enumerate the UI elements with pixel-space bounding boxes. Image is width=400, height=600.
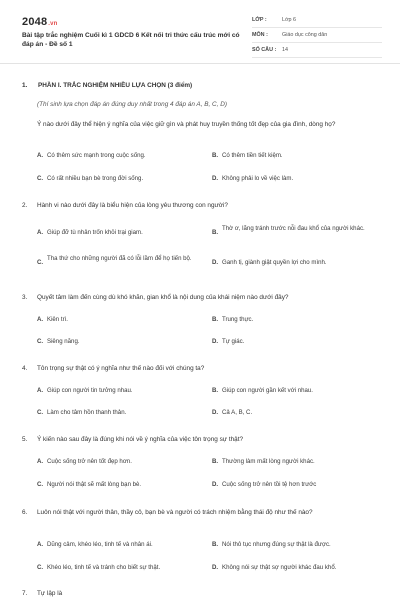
- info-value: Lớp 6: [282, 17, 297, 23]
- option-text: Không phải lo về việc làm.: [222, 175, 294, 182]
- option-text: Siêng năng.: [47, 338, 80, 345]
- page-header: [0, 0, 400, 64]
- option-text: Làm cho tâm hồn thanh thản.: [47, 409, 127, 416]
- option-text: Giúp con người tin tưởng nhau.: [47, 387, 133, 394]
- info-table: [252, 13, 382, 58]
- question-text: Tôn trọng sự thật có ý nghĩa như thế nào đối với chúng ta?: [37, 365, 205, 372]
- logo-suffix: .vn: [48, 21, 58, 27]
- option-label: A.: [37, 152, 44, 159]
- option-text: Tự giác.: [222, 338, 245, 345]
- question-text: Tự lập là: [37, 590, 63, 597]
- question-text: Hành vi nào dưới đây là biểu hiện của lòng yêu thương con người?: [37, 202, 228, 209]
- option-label: B.: [212, 541, 219, 548]
- question-number: 2.: [22, 202, 28, 209]
- document-title: Bài tập trắc nghiệm Cuối kì 1 GDCD 6 Kết nối tri thức cấu trúc mới có đáp án - Đề số 1: [22, 32, 240, 48]
- option-label: B.: [212, 229, 219, 236]
- question-text: Quyết tâm làm đến cùng dù khó khăn, gian khổ là nội dung của khái niệm nào dưới đây?: [37, 294, 289, 301]
- option-label: C.: [37, 564, 44, 571]
- option-label: A.: [37, 541, 44, 548]
- info-row-subject: [252, 28, 382, 43]
- option-label: B.: [212, 387, 219, 394]
- option-label: B.: [212, 458, 219, 465]
- info-key: LỚP :: [252, 17, 267, 23]
- option-text: Khéo léo, tinh tế và tránh cho biết sự thật.: [47, 564, 161, 571]
- option-text: Dũng cảm, khéo léo, tinh tế và nhân ái.: [47, 541, 153, 548]
- option-text: Người nói thật sẽ mất lòng bạn bè.: [47, 481, 142, 488]
- option-text: Có thêm tiền tiết kiệm.: [222, 152, 283, 159]
- option-text: Giúp con người gần kết với nhau.: [222, 387, 314, 394]
- site-logo[interactable]: [22, 16, 58, 28]
- option-text: Thường làm mất lòng người khác.: [222, 458, 315, 465]
- info-key: MÔN :: [252, 32, 268, 38]
- option-label: A.: [37, 458, 44, 465]
- option-label: D.: [212, 564, 219, 571]
- info-key: SỐ CÂU :: [252, 47, 277, 53]
- logo-text: 2048: [22, 16, 48, 28]
- option-text: Cuộc sống trở nên tốt đẹp hơn.: [47, 458, 132, 465]
- question-number: 7.: [22, 590, 28, 597]
- option-text: Không nói sự thật sợ người khác đau khổ.: [222, 564, 337, 571]
- option-text: Cả A, B, C.: [222, 409, 253, 416]
- option-label: C.: [37, 481, 44, 488]
- option-text: Có thêm sức mạnh trong cuộc sống.: [47, 152, 146, 159]
- option-label: C.: [37, 409, 44, 416]
- option-label: A.: [37, 387, 44, 394]
- option-text: Giúp đỡ tù nhân trốn khỏi trại giam.: [47, 229, 143, 236]
- section-instruction: (Thí sinh lựa chọn đáp án đúng duy nhất trong 4 đáp án A, B, C, D): [37, 101, 227, 108]
- option-text: Trung thực.: [222, 316, 254, 323]
- option-text: Nói thô tục nhưng đúng sự thật là được.: [222, 541, 331, 548]
- option-label: D.: [212, 481, 219, 488]
- option-text: Cuộc sống trở nên tồi tệ hơn trước: [222, 481, 317, 488]
- option-label: D.: [212, 338, 219, 345]
- option-label: C.: [37, 338, 44, 345]
- question-1-text: Ý nào dưới đây thể hiện ý nghĩa của việc giữ gìn và phát huy truyền thống tốt đẹp của gia đình, dòng họ?: [37, 121, 336, 128]
- option-label: B.: [212, 152, 219, 159]
- option-label: D.: [212, 175, 219, 182]
- info-value: 14: [282, 47, 288, 53]
- option-label: D.: [212, 409, 219, 416]
- option-text: Kiên trì.: [47, 316, 68, 323]
- option-label: C.: [37, 259, 44, 266]
- question-number: 3.: [22, 294, 28, 301]
- option-label: D.: [212, 259, 219, 266]
- option-label: B.: [212, 316, 219, 323]
- option-text: Có rất nhiều bạn bè trong đời sống.: [47, 175, 144, 182]
- info-value: Giáo dục công dân: [282, 32, 328, 38]
- info-row-class: [252, 13, 382, 28]
- option-label: C.: [37, 175, 44, 182]
- question-number: 4.: [22, 365, 28, 372]
- question-text: Ý kiến nào sau đây là đúng khi nói về ý nghĩa của việc tôn trọng sự thật?: [37, 436, 244, 443]
- option-text: Tha thứ cho những người đã có lỗi lầm để họ tiến bộ.: [47, 255, 192, 262]
- option-text: Thờ ơ, lãng tránh trước nỗi đau khổ của người khác.: [222, 225, 365, 232]
- section-title: PHẦN I. TRẮC NGHIỆM NHIỀU LỰA CHỌN (3 điểm): [38, 82, 193, 89]
- question-text: Luôn nói thật với người thân, thầy cô, bạn bè và người có trách nhiệm bằng thái độ như thế nào?: [37, 509, 313, 516]
- option-label: A.: [37, 316, 44, 323]
- info-row-count: [252, 43, 382, 58]
- question-number: 5.: [22, 436, 28, 443]
- question-number: 6.: [22, 509, 28, 516]
- section-number: 1.: [22, 82, 28, 89]
- option-label: A.: [37, 229, 44, 236]
- option-text: Ganh tị, giành giật quyền lợi cho mình.: [222, 259, 327, 266]
